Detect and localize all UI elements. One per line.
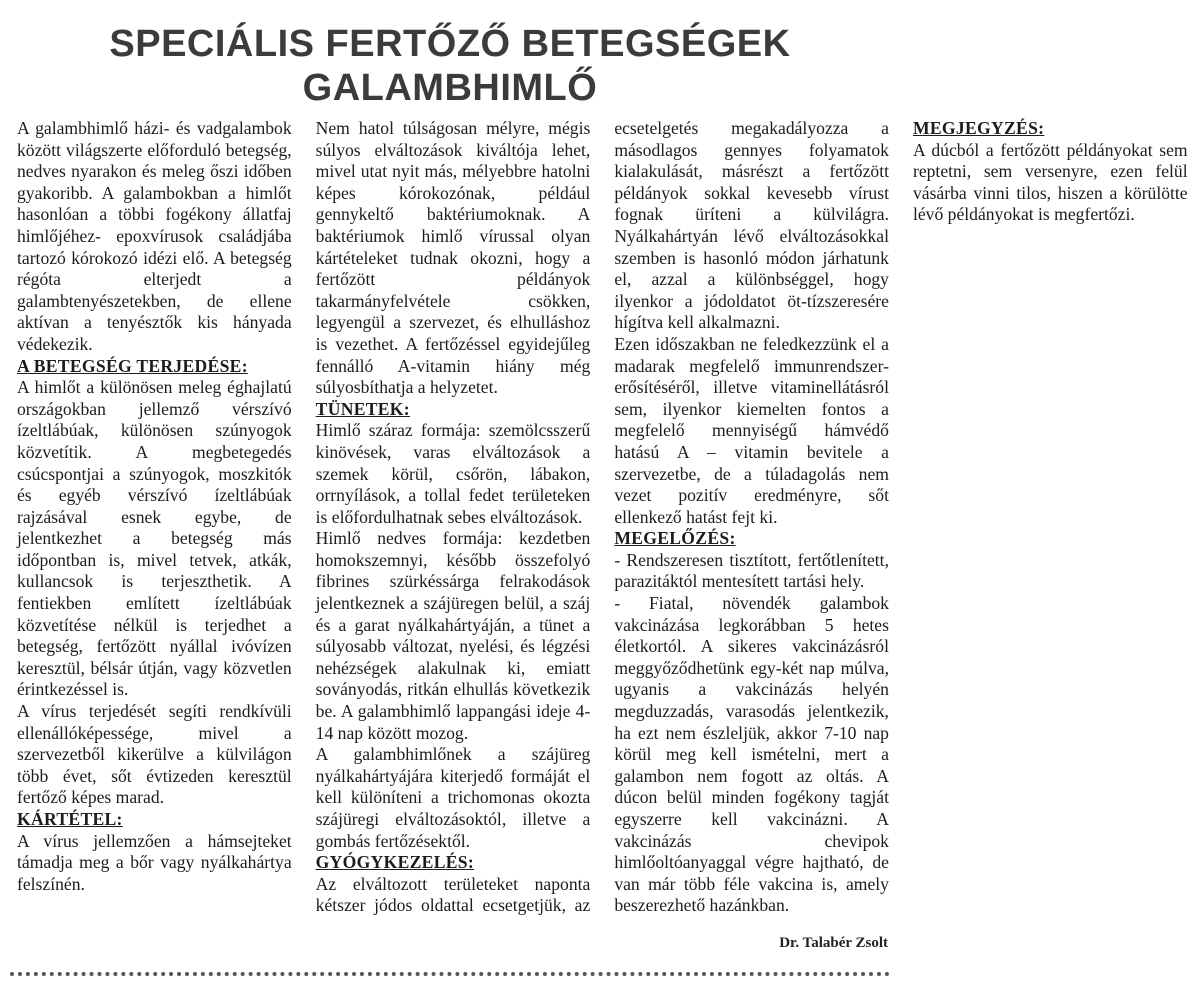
damage-paragraph-1: A vírus jellemzően a hámsejteket támadja meg a bőr vagy nyálkahártya felszínén. <box>17 830 292 894</box>
title-line-2: GALAMBHIMLŐ <box>302 67 598 109</box>
damage-paragraph-2: Nem hatol túlságosan mélyre, mégis súlyos elváltozások kiváltója lehet, mivel utat nyit más, mélyebbre hatolni képes kórokozónak, például gennykeltő baktériumoknak. A baktériumok himlő vírussal olyan kártételeket tudnak okozni, hogy a fertőzött példányok takarmányfelvétele csökken, legyengül a szervezet, és elhulláshoz is vezethet. A fertőzéssel egyidejűleg fennálló A-vitamin hiány még súlyosbíthatja a helyzetet. <box>315 118 591 398</box>
spread-paragraph-2: A vírus terjedését segíti rendkívüli ellenállóképessége, mivel a szervezetből kikerülve a külvilágon több évet, sőt évtizeden keresztül fertőző képes marad. <box>17 701 292 808</box>
title-line-1: SPECIÁLIS FERTŐZŐ BETEGSÉGEK <box>109 23 791 65</box>
article-title <box>0 22 900 110</box>
section-heading-symptoms: TÜNETEK: <box>315 398 410 419</box>
note-paragraph-1: A dúcból a fertőzött példányokat sem reptetni, sem versenyre, ezen felül vásárba vinni tilos, hiszen a körülötte lévő példányokat is megfertőzi. <box>912 139 1188 225</box>
treatment-paragraph-1: Az elváltozott területeket naponta kétszer jódos oldattal ecsetgetjük, az ecsetelgetés megakadályozza a másodlagos gennyes folyamatok kialakulását, másrészt a fertőzött példányok sokkal kevesebb vírust fognak üríteni a külvilágra. Nyálkahártyán lévő elváltozásokkal szemben is hasonló módon járhatunk el, azzal a különbséggel, hogy ilyenkor a jódoldatot öt-tízszeresére hígítva kell alkalmazni. <box>315 118 889 916</box>
section-heading-damage: KÁRTÉTEL: <box>17 809 123 829</box>
section-heading-spread: A BETEGSÉG TERJEDÉSE: <box>17 355 248 376</box>
author-signature: Dr. Talabér Zsolt <box>779 935 888 951</box>
symptoms-paragraph-1: Himlő száraz formája: szemölcsszerű kinövések, varas elváltozások a szemek körül, csőrön, lábakon, orrnyílások, a tollal fedet területeken is előfordulhatnak sebes elváltozások. <box>315 420 591 527</box>
section-heading-treatment: GYÓGYKEZELÉS: <box>315 852 475 873</box>
dotted-divider <box>10 972 890 976</box>
spread-paragraph-1: A himlőt a különösen meleg éghajlatú országokban jellemző vérszívó ízeltlábúak, különösen szúnyogok közvetítik. A megbetegedés csúcspontjai a szúnyogok, moszkitók és egyéb vérszívó ízeltlábúak rajzásával esnek egybe, de jelentkezhet a betegség más időpontban is, mivel tetvek, atkák, kullancsok is terjeszthetik. A fentiekben említett ízeltlábúak közvetítése nélkül is terjedhet a betegség, fertőzött nyállal ivóvízen keresztül, bélsár útján, vagy közvetlen érintkezéssel is. <box>17 377 292 700</box>
prevention-paragraph-1: - Rendszeresen tisztított, fertőtlenített, parazitáktól mentesített tartási hely. <box>614 549 889 592</box>
section-heading-note: MEGJEGYZÉS: <box>912 118 1045 138</box>
article-body <box>17 118 1188 933</box>
prevention-paragraph-2: - Fiatal, növendék galambok vakcinázása legkorábban 5 hetes életkortól. A sikeres vakcinázásról meggyőződhetünk egy-két nap múlva, ugyanis a vakcinázás helyén megduzzadás, varasodás jelentkezik, ha ezt nem észleljük, akkor 7-10 nap körül meg kell ismételni, mert a galambon nem fogott az oltás. A dúcon belül minden fogékony tagját egyszerre kell vakcinázni. A vakcinázás chevipok himlőoltóanyaggal végre hajtható, de van már több féle vakcina is, amely beszerezhető hazánkban. <box>614 593 889 916</box>
section-heading-prevention: MEGELŐZÉS: <box>614 528 736 549</box>
intro-paragraph: A galambhimlő házi- és vadgalambok között világszerte előforduló betegség, nedves nyarakon és meleg őszi időben gyakoribb. A galambokban a himlőt hasonlóan a többi fogékony állatfaj himlőjéhez- epoxvírusok családjába tartozó kórokozó idézi elő. A betegség régóta elterjedt a galambtenyészetekben, de ellene aktívan a tenyésztők kis hányada védekezik. <box>17 118 292 354</box>
symptoms-paragraph-3: A galambhimlőnek a szájüreg nyálkahártyájára kiterjedő formáját el kell különíteni a trichomonas okozta szájüregi elváltozásoktól, illetve a gombás fertőzésektől. <box>315 744 591 851</box>
treatment-paragraph-2: Ezen időszakban ne feledkezzünk el a madarak megfelelő immunrendszer-erősítéséről, illetve vitaminellátásról sem, ilyenkor kiemelten fontos a megfelelő mennyiségű hámvédő hatású A – vitamin bevitele a szervezetbe, de a túladagolás nem vezet pozitív eredményre, sőt ellenkező hatást fejt ki. <box>614 333 889 527</box>
symptoms-paragraph-2: Himlő nedves formája: kezdetben homokszemnyi, később összefolyó fibrines szürkéssárga felrakodások jelentkeznek a szájüregen belül, a száj és a garat nyálkahártyáján, a tünet a súlyosabb változat, nyelési, és légzési nehézségek alakulnak ki, emiatt soványodás, ritkán elhullás következik be. A galambhimlő lappangási ideje 4-14 nap között mozog. <box>315 528 591 743</box>
